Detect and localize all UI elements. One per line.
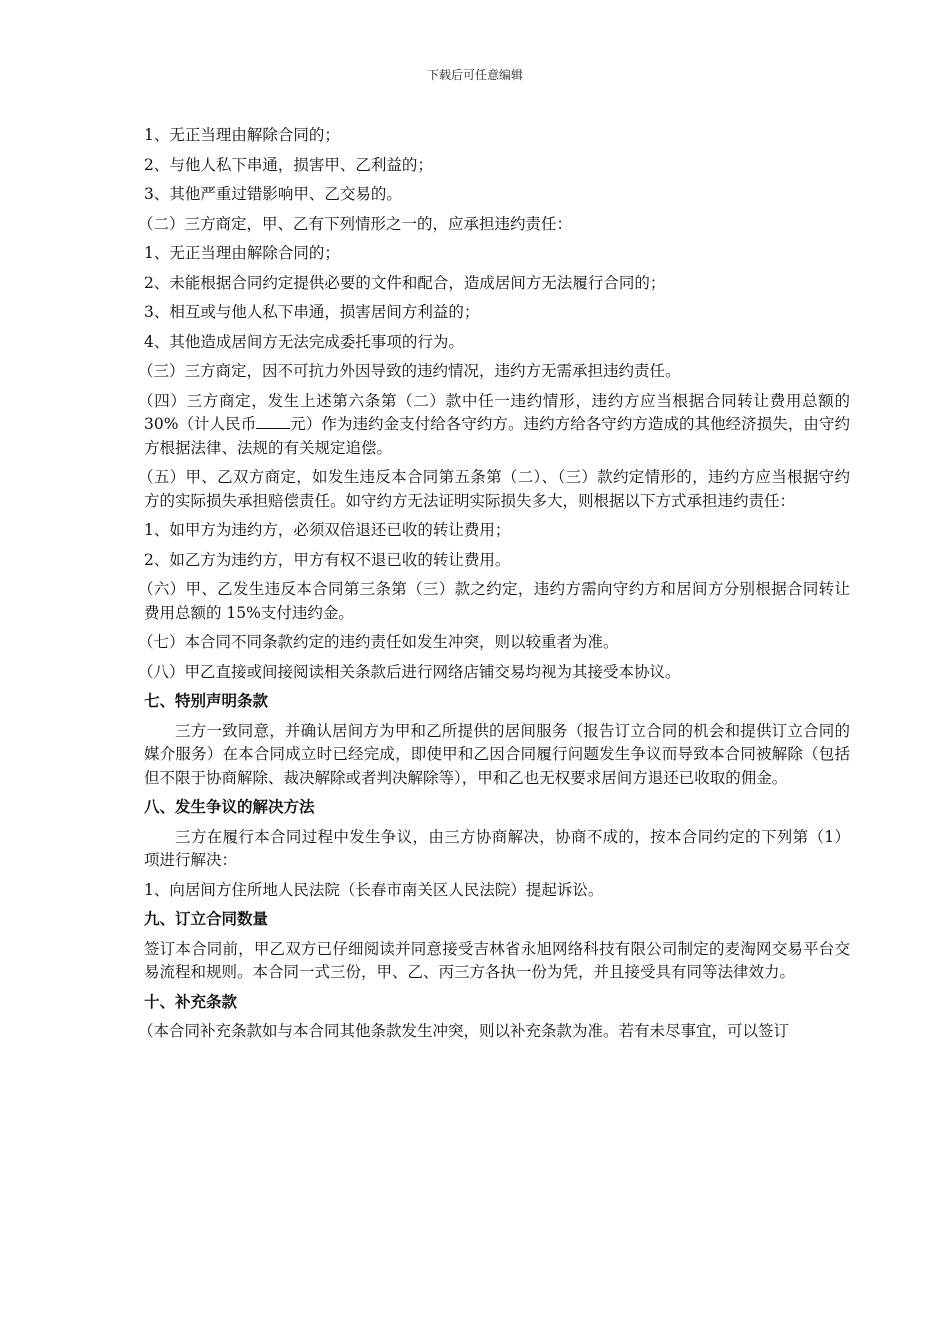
clause-section: （七）本合同不同条款约定的违约责任如发生冲突，则以较重者为准。 — [138, 633, 619, 651]
section-heading: 十、补充条款 — [144, 992, 238, 1011]
clause-item: 1、无正当理由解除合同的； — [144, 126, 340, 144]
clause-item: 2、如乙方为违约方，甲方有权不退已收的转让费用。 — [144, 550, 511, 569]
section-heading: 七、特别声明条款 — [144, 692, 269, 710]
clause-section: （八）甲乙直接或间接阅读相关条款后进行网络店铺交易均视为其接受本协议。 — [138, 662, 681, 681]
clause-paragraph: 三方在履行本合同过程中发生争议，由三方协商解决，协商不成的，按本合同约定的下列第（1）项进行解决： — [144, 827, 850, 869]
clause-item: 3、相互或与他人私下串通，损害居间方利益的； — [144, 303, 480, 321]
clause-paragraph: 签订本合同前，甲乙双方已仔细阅读并同意接受吉林省永旭网络科技有限公司制定的麦淘网交易平台交易流程和规则。本合同一式三份，甲、乙、丙三方各执一份为凭，并且接受具有同等法律效力。 — [144, 939, 850, 981]
section-heading: 八、发生争议的解决方法 — [144, 798, 315, 816]
clause-text: （四）三方商定，发生上述第六条第（二）款中任一违约情形，违约方应当根据合同转让费用总额的 30%（计人民币 — [138, 391, 850, 433]
clause-item: 2、未能根据合同约定提供必要的文件和配合，造成居间方无法履行合同的； — [144, 273, 666, 292]
clause-paragraph: 三方一致同意，并确认居间方为甲和乙所提供的居间服务（报告订立合同的机会和提供订立合同的媒介服务）在本合同成立时已经完成，即使甲和乙因合同履行问题发生争议而导致本合同被解除（包括但不限于协商解除、裁决解除或者判决解除等），甲和乙也无权要求居间方退还已收取的佣金。 — [144, 721, 850, 787]
clause-section-penalty — [138, 390, 850, 461]
clause-item: 1、如甲方为违约方，必须双倍退还已收的转让费用； — [144, 521, 511, 539]
clause-item: 4、其他造成居间方无法完成委托事项的行为。 — [144, 332, 464, 351]
clause-section: （三）三方商定，因不可抗力外因导致的违约情况，违约方无需承担违约责任。 — [138, 362, 681, 380]
clause-item: 1、无正当理由解除合同的； — [144, 244, 340, 262]
clause-section: （五）甲、乙双方商定，如发生违反本合同第五条第（二）、（三）款约定情形的，违约方应当根据守约方的实际损失承担赔偿责任。如守约方无法证明实际损失多大，则根据以下方式承担违约责任： — [138, 468, 850, 510]
clause-item: 3、其他严重过错影响甲、乙交易的。 — [144, 185, 402, 203]
clause-paragraph: （本合同补充条款如与本合同其他条款发生冲突，则以补充条款为准。若有未尽事宜，可以签订 — [138, 1022, 790, 1040]
clause-section: （六）甲、乙发生违反本合同第三条第（三）款之约定，违约方需向守约方和居间方分别根据合同转让费用总额的 15%支付违约金。 — [138, 580, 850, 622]
page-header: 下载后可任意编辑 — [426, 68, 523, 82]
document-body — [138, 124, 850, 1050]
clause-item: 2、与他人私下串通，损害甲、乙利益的； — [144, 155, 433, 174]
clause-section: （二）三方商定，甲、乙有下列情形之一的，应承担违约责任： — [138, 214, 573, 233]
amount-blank — [256, 414, 290, 429]
clause-text: 元）作为违约金支付给各守约方。违约方给各守约方造成的其他经济损失，由守约方根据法律、法规的有关规定追偿。 — [144, 415, 850, 457]
section-heading: 九、订立合同数量 — [144, 910, 269, 928]
clause-item: 1、向居间方住所地人民法院（长春市南关区人民法院）提起诉讼。 — [144, 880, 604, 899]
